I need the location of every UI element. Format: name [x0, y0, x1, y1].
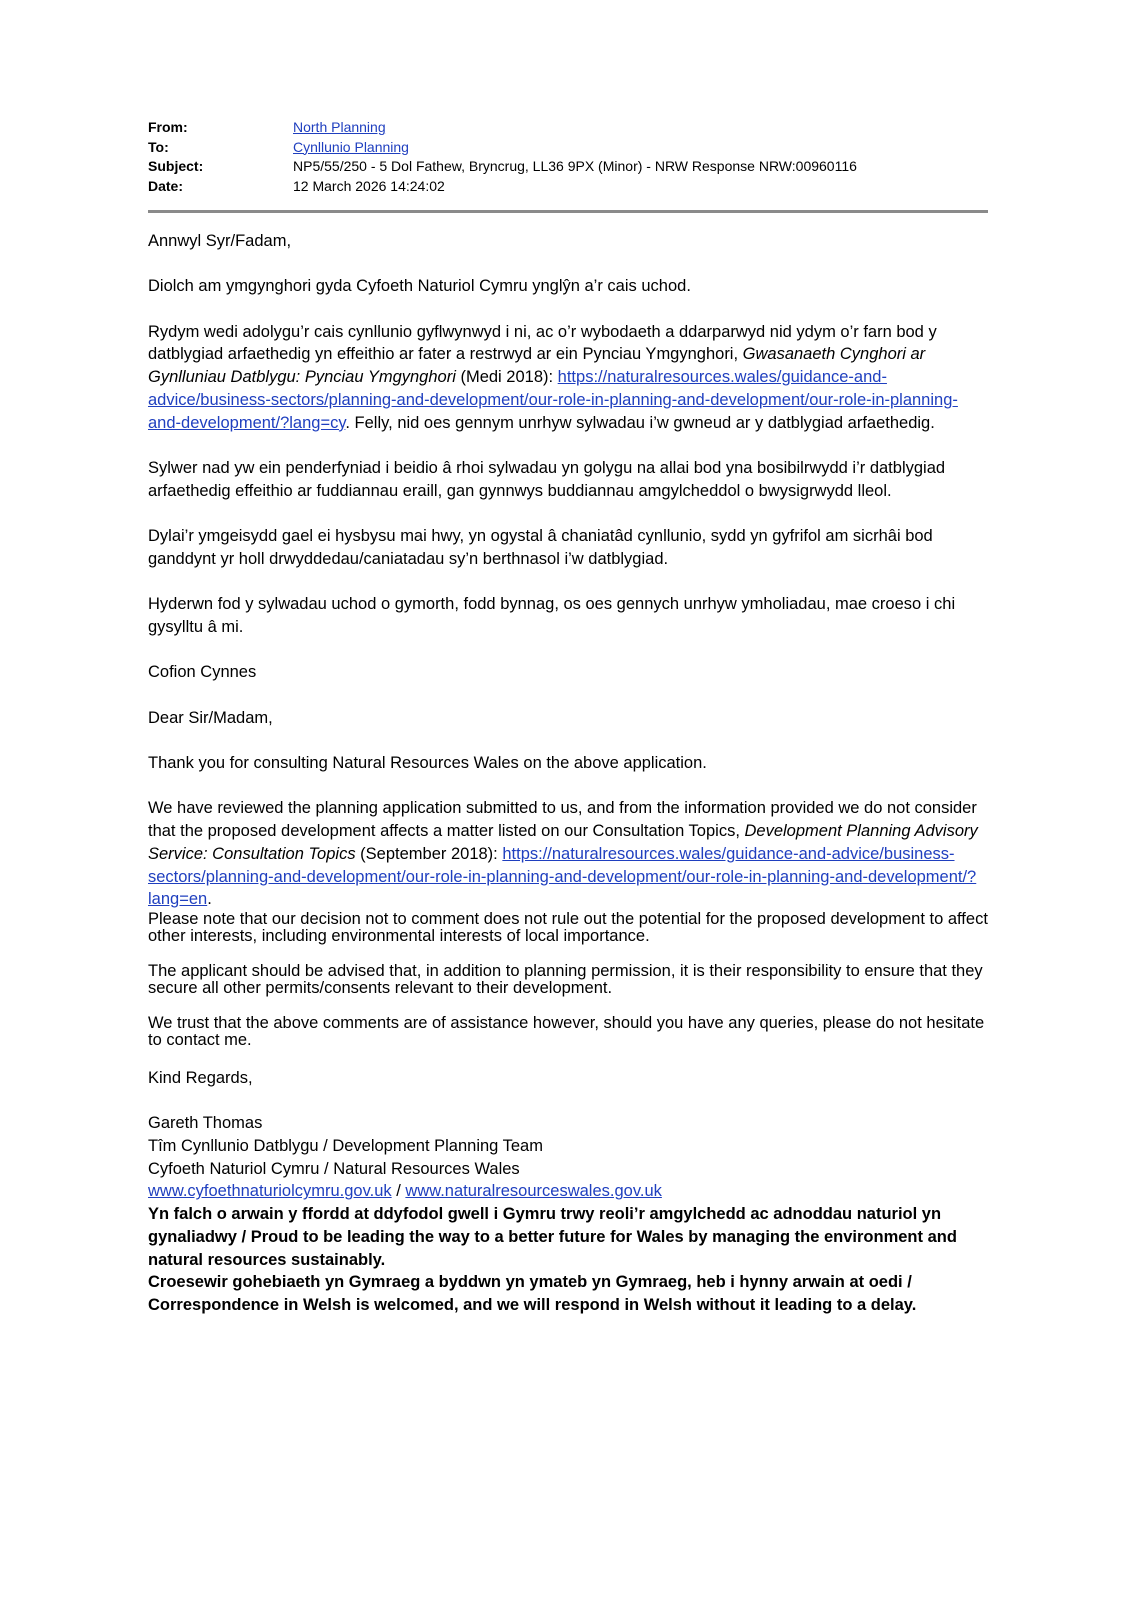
email-body [148, 230, 988, 1317]
welsh-greeting: Annwyl Syr/Fadam, [148, 232, 292, 250]
english-p2-text: We have reviewed the planning application submitted to us, and from the information provided we do not consider that the proposed development affects a matter listed on our Consultation Topics, [148, 799, 977, 841]
signature-links [148, 1180, 988, 1203]
date-row [148, 177, 988, 197]
signature-org: Cyfoeth Naturiol Cymru / Natural Resources Wales [148, 1159, 520, 1178]
subject-label: Subject: [148, 158, 204, 174]
english-p2-italic: Development Planning Advisory Service: Consultation Topics [148, 822, 978, 863]
english-p2-date: (September 2018): [355, 844, 503, 863]
english-website-link[interactable]: www.naturalresourceswales.gov.uk [405, 1182, 662, 1201]
welsh-p2-end: . Felly, nid oes gennym unrhyw sylwadau i’w gwneud ar y datblygiad arfaethedig. [345, 413, 935, 432]
signature-tagline: Yn falch o arwain y ffordd at ddyfodol gwell i Gymru trwy reoli’r amgylchedd ac adnoddau naturiol yn gynaliadwy / Proud to be leading the way to a better future for Wales by managing the environment and natural resources sustainably. [148, 1205, 957, 1269]
welsh-guidance-link[interactable]: https://naturalresources.wales/guidance-and-advice/business-sectors/planning-and-development/our-role-in-planning-and-development/our-role-in-planning-and-development/?lang=cy [148, 368, 958, 432]
to-link[interactable]: Cynllunio Planning [293, 138, 409, 155]
english-section [148, 707, 988, 1090]
to-label: To: [148, 138, 169, 155]
email-header [148, 118, 988, 213]
subject-value: NP5/55/250 - 5 Dol Fathew, Bryncrug, LL36 9PX (Minor) - NRW Response NRW:00960116 [293, 158, 857, 174]
english-guidance-link[interactable]: https://naturalresources.wales/guidance-and-advice/business-sectors/planning-and-development/our-role-in-planning-and-development/our-role-in-planning-and-development/?lang=en [148, 844, 977, 909]
welsh-paragraph-5: Hyderwn fod y sylwadau uchod o gymorth, fodd bynnag, os oes gennych unrhyw ymholiadau, mae croeso i chi gysylltu â mi. [148, 595, 956, 636]
welsh-section [148, 230, 988, 684]
english-paragraph-2 [148, 797, 988, 911]
welsh-p2-date: (Medi 2018): [455, 368, 558, 387]
from-label: From: [148, 119, 188, 135]
language-note: Croesewir gohebiaeth yn Gymraeg a byddwn yn ymateb yn Gymraeg, heb i hynny arwain at oedi / Correspondence in Welsh is welcomed, and we will respond in Welsh without it leading to a delay. [148, 1273, 917, 1314]
date-value: 12 March 2026 14:24:02 [293, 177, 445, 194]
welsh-paragraph-1: Diolch am ymgynghori gyda Cyfoeth Naturiol Cymru ynglŷn a’r cais uchod. [148, 277, 691, 296]
date-label: Date: [148, 177, 184, 194]
welsh-signoff: Cofion Cynnes [148, 663, 257, 682]
welsh-paragraph-2 [148, 321, 988, 435]
welsh-p2-text: Rydym wedi adolygu’r cais cynllunio gyflwynwyd i ni, ac o’r wybodaeth a ddarparwyd nid ydym o’r farn bod y datblygiad arfaethedig yn effeithio ar fater a restrwyd ar ein Pynciau Ymgynghori, [148, 322, 937, 364]
english-paragraph-1: Thank you for consulting Natural Resources Wales on the above application. [148, 754, 707, 773]
english-p2-end: . [207, 890, 212, 909]
subject-row [148, 157, 988, 177]
english-signoff: Kind Regards, [148, 1068, 253, 1087]
email-page [148, 118, 988, 1317]
from-link[interactable]: North Planning [293, 119, 386, 135]
english-paragraph-3: Please note that our decision not to comment does not rule out the potential for the proposed development to affect other interests, including environmental interests of local importance. [148, 909, 988, 946]
english-greeting: Dear Sir/Madam, [148, 708, 273, 727]
from-row [148, 118, 988, 138]
signature-name: Gareth Thomas [148, 1114, 263, 1133]
to-row [148, 138, 988, 158]
signature-team: Tîm Cynllunio Datblygu / Development Planning Team [148, 1137, 543, 1156]
english-paragraph-4: The applicant should be advised that, in addition to planning permission, it is their responsibility to ensure that they secure all other permits/consents relevant to their development. [148, 961, 983, 998]
welsh-paragraph-3: Sylwer nad yw ein penderfyniad i beidio â rhoi sylwadau yn golygu na allai bod yna bosibilrwydd i’r datblygiad arfaethedig effeithio ar fuddiannau eraill, gan gynnwys buddiannau amgylcheddol o bwysigrwydd lleol. [148, 458, 946, 500]
welsh-website-link[interactable]: www.cyfoethnaturiolcymru.gov.uk [148, 1182, 392, 1201]
link-separator: / [391, 1182, 406, 1201]
signature-block [148, 1112, 988, 1316]
welsh-paragraph-4: Dylai’r ymgeisydd gael ei hysbysu mai hwy, yn ogystal â chaniatâd cynllunio, sydd yn gyfrifol am sicrhâi bod ganddynt yr holl drwyddedau/caniatadau sy’n berthnasol i’w datblygiad. [148, 527, 933, 568]
welsh-p2-italic: Gwasanaeth Cynghori ar Gynlluniau Datblygu: Pynciau Ymgynghori [148, 345, 926, 387]
english-paragraph-5: We trust that the above comments are of assistance however, should you have any queries, please do not hesitate to contact me. [148, 1013, 985, 1050]
